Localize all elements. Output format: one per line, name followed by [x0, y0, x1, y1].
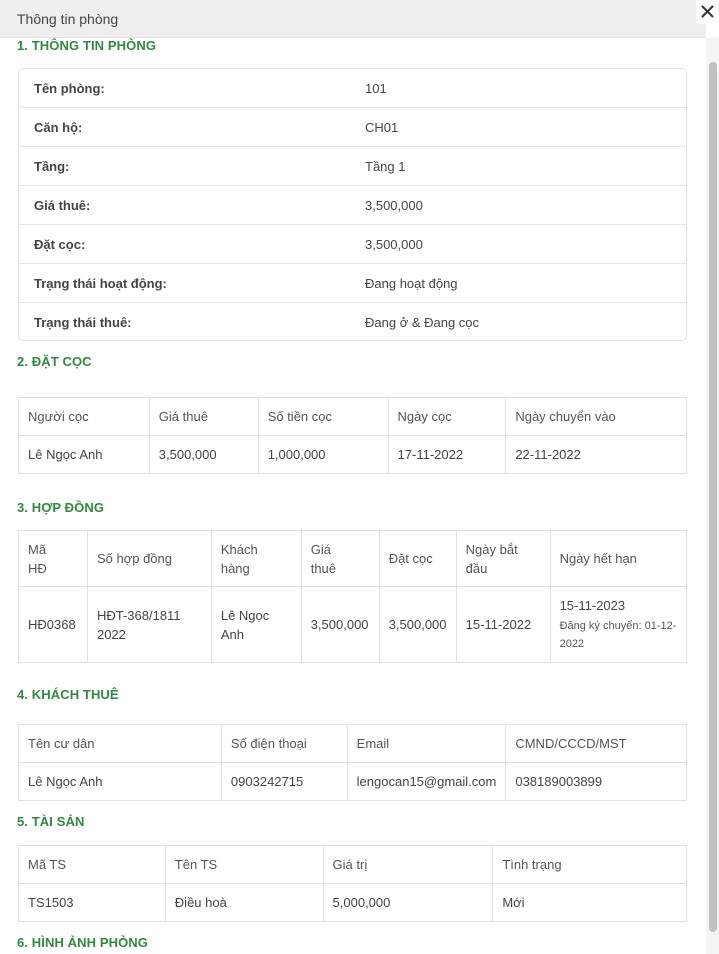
contract-table: [18, 530, 687, 663]
info-label: Tên phòng:: [34, 81, 105, 96]
column-header: Giá trị: [323, 846, 493, 884]
modal-title: Thông tin phòng: [17, 11, 119, 27]
modal-header: [0, 0, 706, 38]
table-cell: HĐ0368: [19, 587, 88, 663]
column-header-label: Giá thuê: [310, 541, 337, 576]
section-title-deposit: 2. ĐẶT CỌC: [17, 354, 92, 369]
contract-number: HĐT-368/18112022: [96, 607, 181, 642]
close-icon: [701, 5, 714, 18]
info-value: CH01: [365, 120, 399, 135]
table-header-row: [19, 531, 687, 587]
info-value: 101: [365, 81, 387, 96]
scrollbar[interactable]: [706, 38, 719, 954]
modal-body: [0, 38, 706, 954]
column-header-label: Khách hàng: [220, 541, 258, 576]
section-title-tenant: 4. KHÁCH THUÊ: [17, 687, 119, 702]
table-cell: 3,500,000: [301, 587, 379, 663]
table-cell: [550, 587, 686, 663]
info-row: [19, 69, 686, 108]
column-header: Mã TS: [19, 846, 166, 884]
column-header: Ngày chuyển vào: [506, 398, 687, 436]
customer-name: Lê Ngọc Anh: [220, 607, 270, 642]
table-cell: 5,000,000: [323, 884, 493, 922]
column-header: Giá thuê: [149, 398, 258, 436]
table-cell: TS1503: [19, 884, 166, 922]
info-value: 3,500,000: [365, 198, 423, 213]
info-row: [19, 147, 686, 186]
info-value: Đang hoạt động: [365, 276, 458, 291]
table-cell: Lê Ngọc Anh: [19, 436, 150, 474]
table-header-row: [19, 846, 687, 884]
table-row: [19, 763, 687, 801]
section-title-images: 6. HÌNH ẢNH PHÒNG: [17, 935, 148, 950]
tenant-table: [18, 724, 687, 801]
info-label: Trạng thái thuê:: [34, 315, 132, 330]
column-header: Tên cư dân: [19, 725, 222, 763]
table-cell: 3,500,000: [379, 587, 456, 663]
table-cell: Mới: [493, 884, 687, 922]
table-cell: 038189003899: [506, 763, 687, 801]
info-value: Tầng 1: [365, 159, 406, 174]
room-info-panel: [18, 68, 687, 341]
table-cell: [211, 587, 301, 663]
column-header: Số hợp đồng: [87, 531, 211, 587]
column-header: Tình trạng: [493, 846, 687, 884]
column-header-label: Mã HĐ: [28, 541, 47, 576]
column-header: [211, 531, 301, 587]
table-cell: Điều hoà: [165, 884, 323, 922]
table-cell: 3,500,000: [149, 436, 258, 474]
info-label: Đặt cọc:: [34, 237, 86, 252]
info-row: [19, 264, 686, 303]
info-value: Đang ở & Đang cọc: [365, 315, 480, 330]
info-row: [19, 225, 686, 264]
scrollbar-thumb[interactable]: [709, 62, 717, 932]
column-header: Email: [347, 725, 506, 763]
column-header: [19, 531, 88, 587]
column-header: Người cọc: [19, 398, 150, 436]
info-row: [19, 108, 686, 147]
expiry-date: 15-11-2023: [559, 598, 626, 613]
table-row: [19, 436, 687, 474]
section-title-asset: 5. TÀI SẢN: [17, 814, 85, 829]
column-header: Ngày hết hạn: [550, 531, 686, 587]
column-header: [456, 531, 550, 587]
table-header-row: [19, 725, 687, 763]
column-header-label: Ngày bắt đầu: [465, 541, 518, 576]
table-cell: [87, 587, 211, 663]
info-row: [19, 303, 686, 341]
column-header: CMND/CCCD/MST: [506, 725, 687, 763]
section-title-info: 1. THÔNG TIN PHÒNG: [17, 38, 157, 53]
column-header: Số điện thoại: [221, 725, 347, 763]
column-header: Ngày cọc: [388, 398, 506, 436]
info-row: [19, 186, 686, 225]
section-title-contract: 3. HỢP ĐỒNG: [17, 500, 105, 515]
column-header: Số tiền cọc: [258, 398, 388, 436]
info-label: Tầng:: [34, 159, 70, 174]
table-cell: Lê Ngọc Anh: [19, 763, 222, 801]
table-cell: 1,000,000: [258, 436, 388, 474]
info-value: 3,500,000: [365, 237, 423, 252]
table-cell: 22-11-2022: [506, 436, 687, 474]
table-cell: 0903242715: [221, 763, 347, 801]
table-cell: 15-11-2022: [456, 587, 550, 663]
table-row: [19, 884, 687, 922]
info-label: Trạng thái hoạt động:: [34, 276, 167, 291]
table-row: [19, 587, 687, 663]
column-header: [301, 531, 379, 587]
deposit-table: [18, 397, 687, 474]
close-button[interactable]: [696, 0, 719, 24]
asset-table: [18, 845, 687, 922]
info-label: Căn hộ:: [34, 120, 83, 135]
table-cell: lengocan15@gmail.com: [347, 763, 506, 801]
move-registration-note: Đăng ký chuyển: 01-12-2022: [559, 620, 677, 650]
column-header: Tên TS: [165, 846, 323, 884]
table-header-row: [19, 398, 687, 436]
info-label: Giá thuê:: [34, 198, 91, 213]
table-cell: 17-11-2022: [388, 436, 506, 474]
column-header: Đặt cọc: [379, 531, 456, 587]
